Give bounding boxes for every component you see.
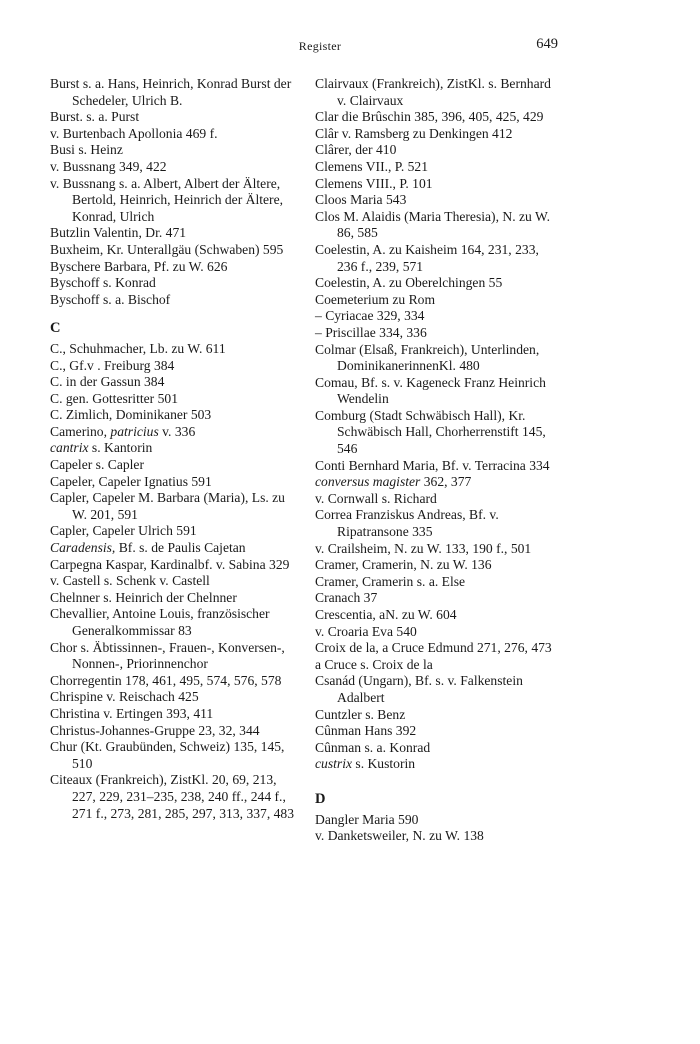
index-entry: Chor s. Äbtissinnen-, Frauen-, Konversen-, Nonnen-, Priorinnenchor: [50, 639, 285, 672]
index-entry: Clairvaux (Frankreich), ZistKl. s. Bernhard v. Clairvaux: [315, 76, 551, 108]
entries-b-list: [50, 76, 297, 308]
index-entry: Capeler s. Capler: [50, 457, 144, 473]
index-entry: Comau, Bf. s. v. Kageneck Franz Heinrich Wendelin: [315, 374, 546, 407]
section-heading-c: C: [50, 320, 61, 337]
entry-italic: conversus magister: [315, 474, 421, 490]
index-entry: Byschere Barbara, Pf. zu W. 626: [50, 258, 228, 274]
index-entry: Correa Franziskus Andreas, Bf. v. Ripatransone 335: [315, 507, 499, 540]
index-entry: Clemens VIII., P. 101: [315, 175, 433, 191]
index-entry: – Priscillae 334, 336: [315, 324, 427, 340]
entry-text: Bf. s. de Paulis Cajetan: [115, 540, 246, 556]
index-entry: Capler, Capeler Ulrich 591: [50, 523, 197, 539]
index-entry: Clâr v. Ramsberg zu Denkingen 412: [315, 125, 513, 141]
index-entry: Chorregentin 178, 461, 495, 574, 576, 578: [50, 672, 282, 688]
index-entry: Cûnman s. a. Konrad: [315, 739, 431, 755]
entries-c-list-2: [50, 457, 297, 540]
index-entry: C. Zimlich, Dominikaner 503: [50, 407, 212, 423]
index-entry: Chelnner s. Heinrich der Chelnner: [50, 589, 237, 605]
index-entry: Byschoff s. Konrad: [50, 275, 156, 291]
entries-c-list-3: [50, 557, 297, 823]
index-entry: Conti Bernhard Maria, Bf. v. Terracina 334: [315, 457, 550, 473]
index-entry: Coelestin, A. zu Kaisheim 164, 231, 233, 236 f., 239, 571: [315, 241, 539, 274]
index-entry: Clârer, der 410: [315, 142, 397, 158]
index-entry: Cuntzler s. Benz: [315, 706, 406, 722]
index-entry: Buxheim, Kr. Unterallgäu (Schwaben) 595: [50, 241, 284, 257]
page-number: 649: [536, 36, 558, 52]
index-entry: Chur (Kt. Graubünden, Schweiz) 135, 145, 510: [50, 739, 285, 771]
index-entry: Busi s. Heinz: [50, 142, 123, 158]
index-entry: v. Bussnang s. a. Albert, Albert der Ältere, Bertold, Heinrich, Heinrich der Ältere, Konrad, Ulrich: [50, 175, 284, 224]
index-entry: Crescentia, aN. zu W. 604: [315, 607, 457, 622]
index-entry: [50, 424, 297, 441]
index-entry: Colmar (Elsaß, Frankreich), Unterlinden, DominikanerinnenKl. 480: [315, 341, 540, 374]
index-entry: C. gen. Gottesritter 501: [50, 390, 178, 406]
index-entry: Clar die Brûschin 385, 396, 405, 425, 429: [315, 109, 544, 125]
index-entry: Burst. s. a. Purst: [50, 109, 140, 125]
section-heading-d: D: [315, 790, 326, 807]
index-entry: v. Cornwall s. Richard: [315, 490, 437, 506]
index-entry: Dangler Maria 590: [315, 811, 419, 827]
index-entry: Citeaux (Frankreich), ZistKl. 20, 69, 213, 227, 229, 231–235, 238, 240 ff., 244 f., 271 f., 273, 281, 285, 297, 313, 337, 483: [50, 772, 295, 821]
index-entry: [315, 474, 560, 491]
entry-italic: patricius: [110, 423, 159, 439]
entry-italic: custrix: [315, 756, 352, 772]
index-entry: v. Croaria Eva 540: [315, 623, 417, 639]
index-entry: Burst s. a. Hans, Heinrich, Konrad Burst der Schedeler, Ulrich B.: [50, 76, 292, 108]
entry-text: v. 336: [158, 423, 196, 439]
index-entry: Cramer, Cramerin, N. zu W. 136: [315, 557, 492, 573]
index-entry: v. Bussnang 349, 422: [50, 158, 167, 174]
entries-d-list: [315, 812, 560, 845]
left-index-column: [50, 76, 297, 822]
index-entry: Christus-Johannes-Gruppe 23, 32, 344: [50, 722, 260, 738]
index-entry: Coelestin, A. zu Oberelchingen 55: [315, 275, 503, 291]
index-entry: Cloos Maria 543: [315, 192, 407, 208]
index-entry: Csanád (Ungarn), Bf. s. v. Falkenstein Adalbert: [315, 673, 523, 705]
index-entry: Butzlin Valentin, Dr. 471: [50, 225, 187, 241]
entry-text: Camerino,: [50, 423, 111, 439]
index-entry: C. in der Gassun 384: [50, 374, 165, 390]
index-entry: – Cyriacae 329, 334: [315, 308, 425, 324]
index-entry: Cûnman Hans 392: [315, 723, 417, 739]
index-entry: [315, 756, 560, 773]
index-entry: Capeler, Capeler Ignatius 591: [50, 473, 212, 489]
index-entry: [50, 440, 297, 457]
index-entry: [50, 540, 297, 557]
index-entry: C., Schuhmacher, Lb. zu W. 611: [50, 340, 226, 356]
index-entry: Clemens VII., P. 521: [315, 158, 429, 174]
running-head: Register: [298, 39, 342, 53]
index-entry: Byschoff s. a. Bischof: [50, 291, 171, 307]
entries-c-list-4: [315, 76, 560, 474]
index-entry: Coemeterium zu Rom: [315, 291, 436, 307]
entry-text: 362, 377: [420, 474, 472, 490]
entry-italic: cantrix: [50, 440, 89, 456]
index-entry: Christina v. Ertingen 393, 411: [50, 705, 214, 721]
index-entry: Cramer, Cramerin s. a. Else: [315, 573, 466, 589]
index-entry: v. Burtenbach Apollonia 469 f.: [50, 125, 218, 141]
index-entry: Chrispine v. Reischach 425: [50, 689, 199, 705]
index-entry: C., Gf.v . Freiburg 384: [50, 357, 175, 373]
index-entry: Chevallier, Antoine Louis, französischer Generalkommissar 83: [50, 606, 270, 638]
index-entry: Cranach 37: [315, 590, 378, 606]
index-entry: Comburg (Stadt Schwäbisch Hall), Kr. Schwäbisch Hall, Chorherrenstift 145, 546: [315, 407, 546, 457]
index-entry: a Cruce s. Croix de la: [315, 656, 433, 672]
index-entry: v. Castell s. Schenk v. Castell: [50, 573, 210, 589]
entry-text: s. Kustorin: [352, 756, 416, 772]
index-entry: v. Crailsheim, N. zu W. 133, 190 f., 501: [315, 540, 532, 556]
index-entry: Carpegna Kaspar, Kardinalbf. v. Sabina 329: [50, 556, 290, 572]
index-entry: Croix de la, a Cruce Edmund 271, 276, 473: [315, 640, 552, 656]
right-index-column: [315, 76, 560, 845]
entries-c-list-1: [50, 341, 297, 424]
index-entry: Capler, Capeler M. Barbara (Maria), Ls. zu W. 201, 591: [50, 490, 285, 522]
entry-text: s. Kantorin: [88, 440, 153, 456]
entry-italic: Caradensis,: [50, 540, 116, 556]
entries-c-list-5: [315, 491, 560, 757]
index-entry: v. Danketsweiler, N. zu W. 138: [315, 828, 484, 844]
index-entry: Clos M. Alaidis (Maria Theresia), N. zu W. 86, 585: [315, 208, 550, 241]
